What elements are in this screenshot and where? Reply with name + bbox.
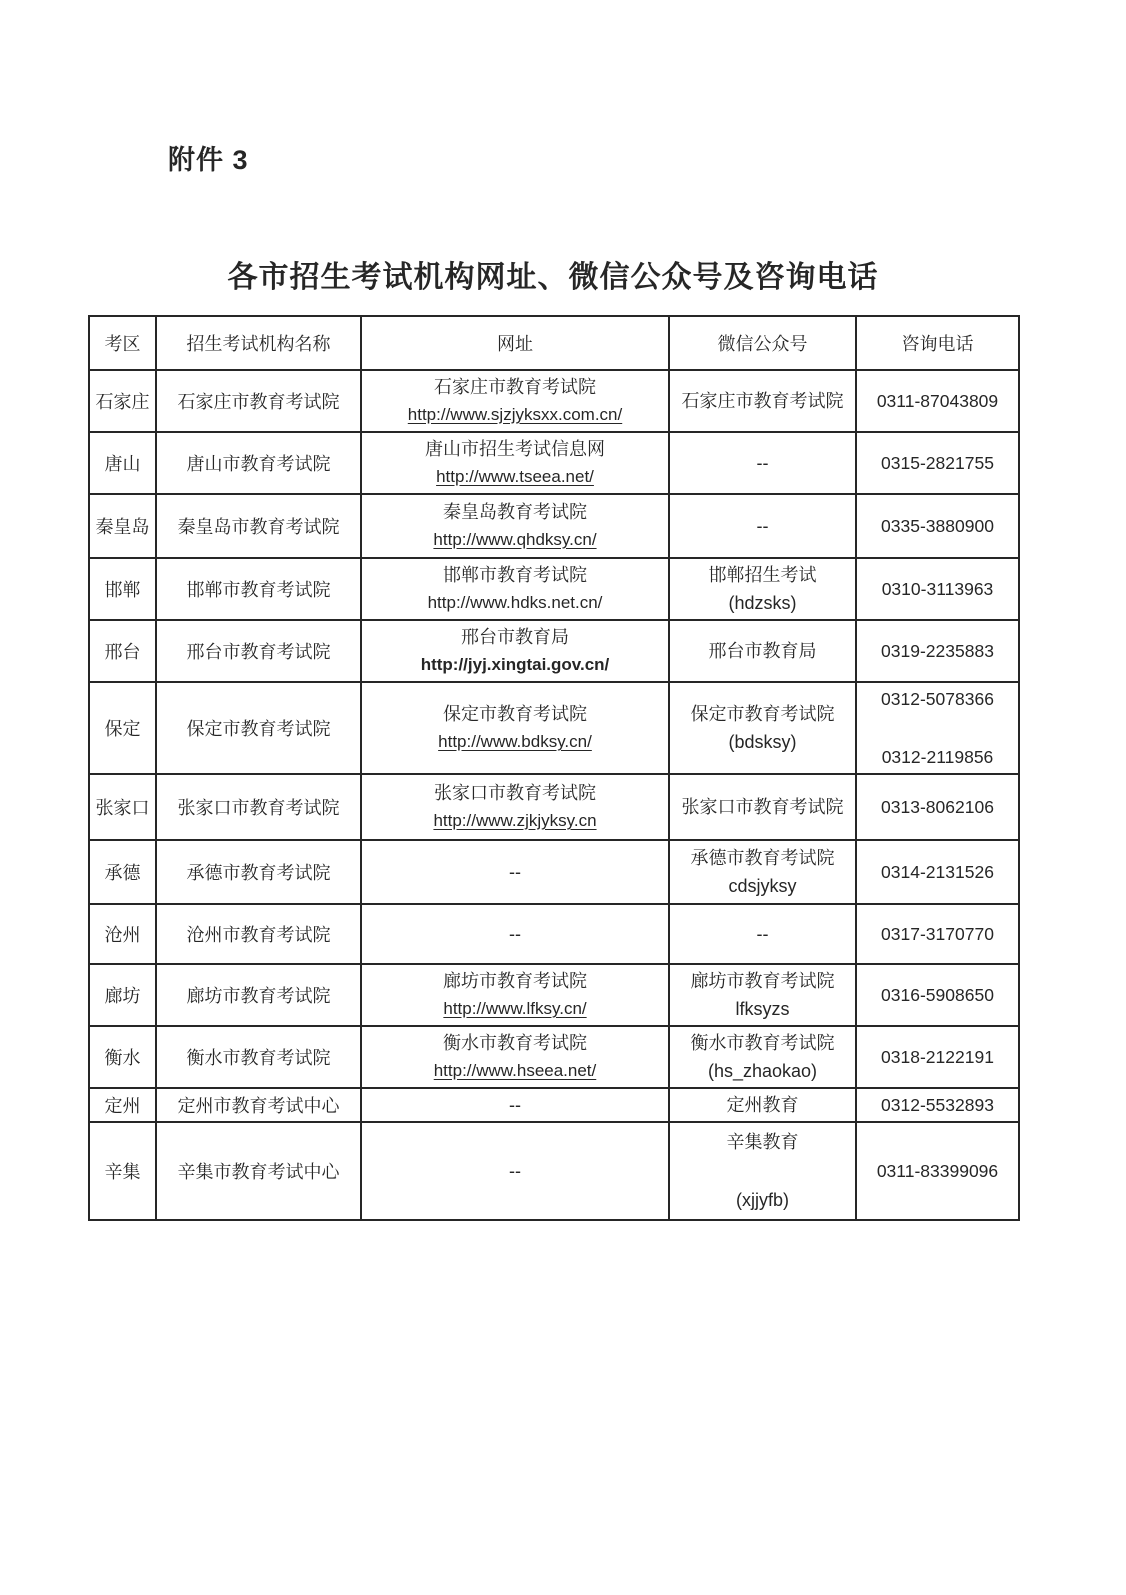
wechat-content xyxy=(673,449,852,477)
wechat-line: -- xyxy=(756,924,769,944)
website-cell xyxy=(361,620,669,682)
phone-number: 0316-5908650 xyxy=(881,985,994,1005)
org-cell: 张家口市教育考试院 xyxy=(156,774,361,840)
phone-number: 0311-87043809 xyxy=(876,391,999,411)
website-cell xyxy=(361,1026,669,1088)
website-content xyxy=(365,435,665,491)
website-cell xyxy=(361,494,669,558)
wechat-line: 衡水市教育考试院 xyxy=(690,1033,835,1053)
column-header: 微信公众号 xyxy=(669,316,856,370)
wechat-line: (hdzsks) xyxy=(728,593,797,613)
website-line: -- xyxy=(509,862,521,882)
wechat-content xyxy=(673,387,852,415)
wechat-line: -- xyxy=(756,516,769,536)
phone-number: 0317-3170770 xyxy=(881,924,994,944)
wechat-line: 邢台市教育局 xyxy=(708,641,817,661)
phone-number: 0314-2131526 xyxy=(881,862,994,882)
phone-number: 0313-8062106 xyxy=(881,797,994,817)
table-row xyxy=(89,620,1019,682)
wechat-cell xyxy=(669,620,856,682)
wechat-line: 保定市教育考试院 xyxy=(690,704,835,724)
org-cell: 保定市教育考试院 xyxy=(156,682,361,774)
wechat-cell xyxy=(669,682,856,774)
table-row xyxy=(89,840,1019,904)
table-row xyxy=(89,494,1019,558)
attachment-label: 附件 3 xyxy=(168,145,249,175)
website-content xyxy=(365,561,665,617)
website-cell xyxy=(361,370,669,432)
phone-number: 0312-5532893 xyxy=(881,1095,994,1115)
phone-cell xyxy=(856,682,1019,774)
website-link[interactable]: http://www.zjkjyksy.cn xyxy=(433,811,597,830)
wechat-line: 承德市教育考试院 xyxy=(690,848,835,868)
wechat-cell xyxy=(669,774,856,840)
wechat-line: (hs_zhaokao) xyxy=(707,1061,818,1081)
wechat-line: 廊坊市教育考试院 xyxy=(690,971,835,991)
column-header: 网址 xyxy=(361,316,669,370)
phone-cell xyxy=(856,1026,1019,1088)
wechat-cell xyxy=(669,1122,856,1220)
website-link[interactable]: http://www.hseea.net/ xyxy=(433,1061,597,1080)
region-cell: 保定 xyxy=(89,682,156,774)
org-cell: 廊坊市教育考试院 xyxy=(156,964,361,1026)
website-cell xyxy=(361,1088,669,1122)
website-link[interactable]: http://www.tseea.net/ xyxy=(436,467,594,486)
region-cell: 邯郸 xyxy=(89,558,156,620)
phone-cell xyxy=(856,370,1019,432)
phone-cell xyxy=(856,1088,1019,1122)
wechat-content xyxy=(673,1029,852,1085)
phone-content xyxy=(860,920,1015,948)
wechat-line: 石家庄市教育考试院 xyxy=(681,391,844,411)
phone-number: 0311-83399096 xyxy=(876,1161,999,1181)
region-cell: 沧州 xyxy=(89,904,156,964)
wechat-content xyxy=(673,844,852,900)
wechat-line: 邯郸招生考试 xyxy=(708,565,817,585)
website-line: 秦皇岛教育考试院 xyxy=(443,502,587,522)
table-body xyxy=(89,370,1019,1220)
website-link[interactable]: http://www.bdksy.cn/ xyxy=(438,732,592,751)
page-title: 各市招生考试机构网址、微信公众号及咨询电话 xyxy=(227,261,879,294)
website-link[interactable]: http://www.sjzjyksxx.com.cn/ xyxy=(407,405,623,424)
website-cell xyxy=(361,774,669,840)
website-content xyxy=(365,1029,665,1085)
phone-content xyxy=(860,981,1015,1009)
website-line: 石家庄市教育考试院 xyxy=(434,377,596,397)
phone-content xyxy=(860,1157,1015,1185)
phone-number: 0312-2119856 xyxy=(881,747,994,767)
table-row xyxy=(89,370,1019,432)
phone-number: 0335-3880900 xyxy=(881,516,994,536)
org-cell: 石家庄市教育考试院 xyxy=(156,370,361,432)
wechat-cell xyxy=(669,494,856,558)
region-cell: 唐山 xyxy=(89,432,156,494)
phone-content xyxy=(860,512,1015,540)
phone-cell xyxy=(856,432,1019,494)
wechat-cell xyxy=(669,964,856,1026)
wechat-content xyxy=(673,1128,852,1214)
phone-cell xyxy=(856,620,1019,682)
wechat-content xyxy=(673,793,852,821)
website-cell xyxy=(361,432,669,494)
region-cell: 辛集 xyxy=(89,1122,156,1220)
phone-content xyxy=(860,793,1015,821)
phone-content xyxy=(860,685,1015,771)
region-cell: 邢台 xyxy=(89,620,156,682)
region-cell: 衡水 xyxy=(89,1026,156,1088)
wechat-content xyxy=(673,967,852,1023)
website-line: 邢台市教育局 xyxy=(461,627,569,647)
website-content xyxy=(365,700,665,756)
region-cell: 定州 xyxy=(89,1088,156,1122)
wechat-line: 张家口市教育考试院 xyxy=(681,797,844,817)
website-line: -- xyxy=(509,924,521,944)
table-row xyxy=(89,904,1019,964)
website-line: 保定市教育考试院 xyxy=(443,704,587,724)
column-header: 考区 xyxy=(89,316,156,370)
website-content xyxy=(365,967,665,1023)
column-header: 招生考试机构名称 xyxy=(156,316,361,370)
region-cell: 承德 xyxy=(89,840,156,904)
region-cell: 廊坊 xyxy=(89,964,156,1026)
phone-cell xyxy=(856,840,1019,904)
org-cell: 辛集市教育考试中心 xyxy=(156,1122,361,1220)
table-row xyxy=(89,432,1019,494)
website-cell xyxy=(361,904,669,964)
website-line: 衡水市教育考试院 xyxy=(443,1033,587,1053)
phone-cell xyxy=(856,1122,1019,1220)
table-row xyxy=(89,964,1019,1026)
wechat-cell xyxy=(669,840,856,904)
region-cell: 秦皇岛 xyxy=(89,494,156,558)
wechat-line: (bdsksy) xyxy=(728,732,797,752)
wechat-content xyxy=(673,512,852,540)
phone-content xyxy=(860,858,1015,886)
website-line: 唐山市招生考试信息网 xyxy=(425,439,605,459)
phone-content xyxy=(860,1043,1015,1071)
phone-cell xyxy=(856,558,1019,620)
website-line: http://jyj.xingtai.gov.cn/ xyxy=(420,655,610,674)
website-cell xyxy=(361,558,669,620)
website-content xyxy=(365,858,665,886)
website-line: -- xyxy=(509,1161,521,1181)
table-row xyxy=(89,774,1019,840)
wechat-content xyxy=(673,637,852,665)
phone-number: 0310-3113963 xyxy=(881,579,994,599)
wechat-cell xyxy=(669,1088,856,1122)
wechat-line: cdsjyksy xyxy=(728,876,797,896)
org-cell: 唐山市教育考试院 xyxy=(156,432,361,494)
wechat-line: lfksyzs xyxy=(735,999,790,1019)
website-link[interactable]: http://www.lfksy.cn/ xyxy=(443,999,587,1018)
org-cell: 定州市教育考试中心 xyxy=(156,1088,361,1122)
org-cell: 承德市教育考试院 xyxy=(156,840,361,904)
wechat-cell xyxy=(669,904,856,964)
website-line: -- xyxy=(509,1095,521,1115)
table-row xyxy=(89,1122,1019,1220)
website-content xyxy=(365,920,665,948)
phone-content xyxy=(860,449,1015,477)
phone-cell xyxy=(856,904,1019,964)
website-link[interactable]: http://www.qhdksy.cn/ xyxy=(433,530,597,549)
website-cell xyxy=(361,1122,669,1220)
wechat-cell xyxy=(669,370,856,432)
phone-content xyxy=(860,575,1015,603)
phone-number: 0318-2122191 xyxy=(881,1047,994,1067)
table-row xyxy=(89,1088,1019,1122)
org-cell: 衡水市教育考试院 xyxy=(156,1026,361,1088)
wechat-content xyxy=(673,1091,852,1119)
org-cell: 邢台市教育考试院 xyxy=(156,620,361,682)
phone-cell xyxy=(856,494,1019,558)
table-row xyxy=(89,682,1019,774)
org-cell: 秦皇岛市教育考试院 xyxy=(156,494,361,558)
wechat-line: -- xyxy=(756,453,769,473)
website-content xyxy=(365,1091,665,1119)
wechat-content xyxy=(673,700,852,756)
wechat-content xyxy=(673,561,852,617)
wechat-line: 定州教育 xyxy=(726,1095,799,1115)
table-header-row xyxy=(89,316,1019,370)
website-content xyxy=(365,373,665,429)
column-header: 咨询电话 xyxy=(856,316,1019,370)
website-content xyxy=(365,1157,665,1185)
website-cell xyxy=(361,840,669,904)
table-row xyxy=(89,1026,1019,1088)
phone-number: 0315-2821755 xyxy=(881,453,994,473)
phone-cell xyxy=(856,774,1019,840)
phone-number: 0319-2235883 xyxy=(881,641,994,661)
wechat-cell xyxy=(669,432,856,494)
wechat-cell xyxy=(669,558,856,620)
website-content xyxy=(365,623,665,679)
wechat-line: 辛集教育 xyxy=(726,1132,799,1152)
phone-content xyxy=(860,1091,1015,1119)
website-content xyxy=(365,779,665,835)
website-cell xyxy=(361,964,669,1026)
wechat-line: (xjjyfb) xyxy=(736,1190,789,1210)
phone-cell xyxy=(856,964,1019,1026)
website-cell xyxy=(361,682,669,774)
website-line: 张家口市教育考试院 xyxy=(434,783,596,803)
phone-content xyxy=(860,637,1015,665)
org-cell: 邯郸市教育考试院 xyxy=(156,558,361,620)
website-content xyxy=(365,498,665,554)
table-row xyxy=(89,558,1019,620)
website-line: 廊坊市教育考试院 xyxy=(443,971,587,991)
region-cell: 石家庄 xyxy=(89,370,156,432)
region-cell: 张家口 xyxy=(89,774,156,840)
wechat-content xyxy=(673,920,852,948)
wechat-cell xyxy=(669,1026,856,1088)
institutions-table xyxy=(88,315,1020,1221)
phone-content xyxy=(860,387,1015,415)
phone-number: 0312-5078366 xyxy=(881,689,994,709)
website-line: 邯郸市教育考试院 xyxy=(443,565,587,585)
website-line: http://www.hdks.net.cn/ xyxy=(427,593,603,612)
org-cell: 沧州市教育考试院 xyxy=(156,904,361,964)
